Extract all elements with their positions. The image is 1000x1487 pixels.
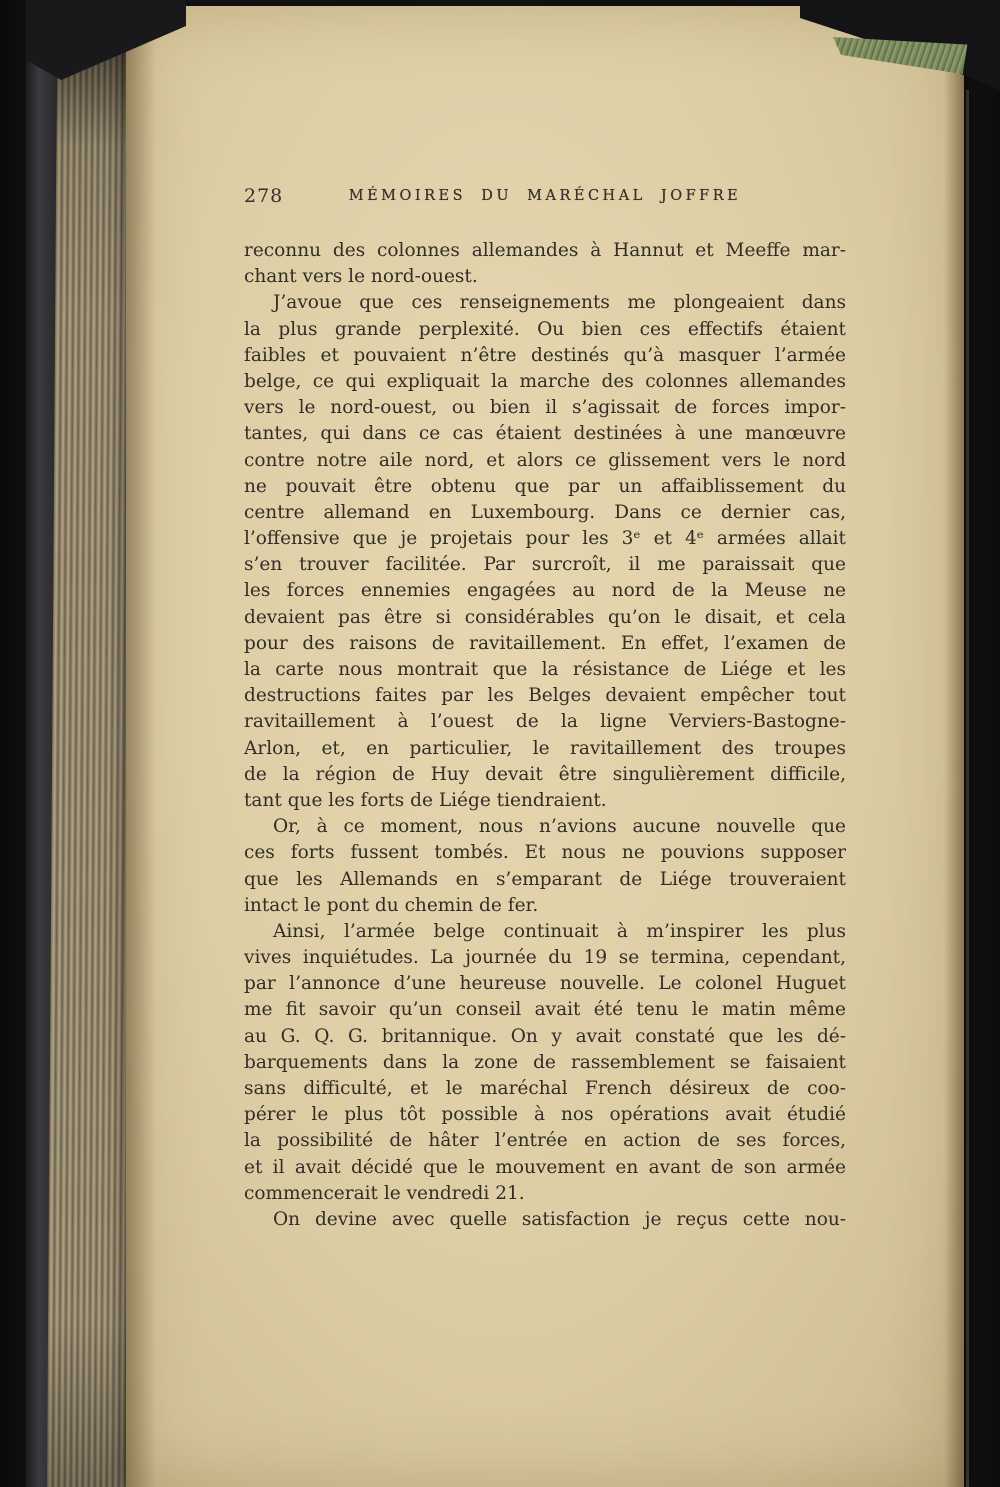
text-line: vers le nord-ouest, ou bien il s’agissait de forces impor-: [244, 397, 846, 419]
text-line: J’avoue que ces renseignements me plongeaient dans: [273, 292, 846, 314]
text-line: commencerait le vendredi 21.: [244, 1182, 525, 1204]
text-line: Ainsi, l’armée belge continuait à m’inspirer les plus: [273, 920, 846, 942]
page-number: 278: [244, 185, 284, 207]
underlying-page-edge: [966, 90, 969, 1487]
text-line: centre allemand en Luxembourg. Dans ce dernier cas,: [244, 501, 846, 523]
text-line: s’en trouver facilitée. Par surcroît, il me paraissait que: [244, 554, 846, 576]
text-line: l’offensive que je projetais pour les 3ᵉ et 4ᵉ armées allait: [244, 528, 846, 550]
text-line: sans difficulté, et le maréchal French désireux de coo-: [244, 1078, 846, 1099]
text-line: les forces ennemies engagées au nord de la Meuse ne: [244, 580, 846, 602]
text-line: ravitaillement à l’ouest de la ligne Verviers-Bastogne-: [244, 711, 846, 733]
text-line: Arlon, et, en particulier, le ravitaillement des troupes: [244, 737, 846, 759]
text-line: belge, ce qui expliquait la marche des colonnes allemandes: [244, 370, 846, 392]
text-line: et il avait décidé que le mouvement en avant de son armée: [244, 1156, 846, 1178]
text-line: tantes, qui dans ce cas étaient destinées à une manœuvre: [244, 423, 846, 445]
text-line: barquements dans la zone de rassemblement se faisaient: [244, 1051, 846, 1073]
text-line: ces forts fussent tombés. Et nous ne pouvions supposer: [244, 842, 846, 864]
text-line: contre notre aile nord, et alors ce glissement vers le nord: [244, 449, 846, 471]
page-body-text: [244, 238, 846, 1233]
text-line: la carte nous montrait que la résistance de Liége et les: [244, 659, 846, 680]
text-line: reconnu des colonnes allemandes à Hannut et Meeffe mar-: [244, 240, 846, 261]
text-line: pour des raisons de ravitaillement. En effet, l’examen de: [244, 632, 846, 654]
text-line: faibles et pouvaient n’être destinés qu’à masquer l’armée: [244, 344, 846, 366]
text-line: chant vers le nord-ouest.: [244, 266, 478, 288]
text-line: la possibilité de hâter l’entrée en action de ses forces,: [244, 1130, 846, 1152]
printed-area: [244, 184, 846, 1233]
text-line: que les Allemands en s’emparant de Liége trouveraient: [244, 868, 846, 890]
text-line: me fit savoir qu’un conseil avait été tenu le matin même: [244, 999, 846, 1021]
text-line: devaient pas être si considérables qu’on le disait, et cela: [244, 606, 846, 628]
text-line: ne pouvait être obtenu que par un affaiblissement du: [244, 475, 846, 497]
text-line: la plus grande perplexité. Ou bien ces effectifs étaient: [244, 318, 846, 340]
text-line: au G. Q. G. britannique. On y avait constaté que les dé-: [244, 1025, 846, 1047]
text-line: Or, à ce moment, nous n’avions aucune nouvelle que: [273, 816, 846, 838]
text-line: par l’annonce d’une heureuse nouvelle. Le colonel Huguet: [244, 973, 846, 995]
text-line: On devine avec quelle satisfaction je reçus cette nou-: [273, 1208, 846, 1230]
running-title: MÉMOIRES DU MARÉCHAL JOFFRE: [348, 188, 742, 204]
text-line: de la région de Huy devait être singulièrement difficile,: [244, 763, 846, 785]
text-line: vives inquiétudes. La journée du 19 se termina, cependant,: [244, 947, 846, 969]
text-line: pérer le plus tôt possible à nos opérations avait étudié: [244, 1104, 846, 1126]
text-line: destructions faites par les Belges devaient empêcher tout: [244, 685, 846, 707]
book-page: [126, 6, 964, 1487]
text-line: intact le pont du chemin de fer.: [244, 894, 539, 916]
running-header: [244, 184, 846, 210]
text-line: tant que les forts de Liége tiendraient.: [244, 789, 607, 811]
page-stack-edges: [47, 30, 137, 1487]
